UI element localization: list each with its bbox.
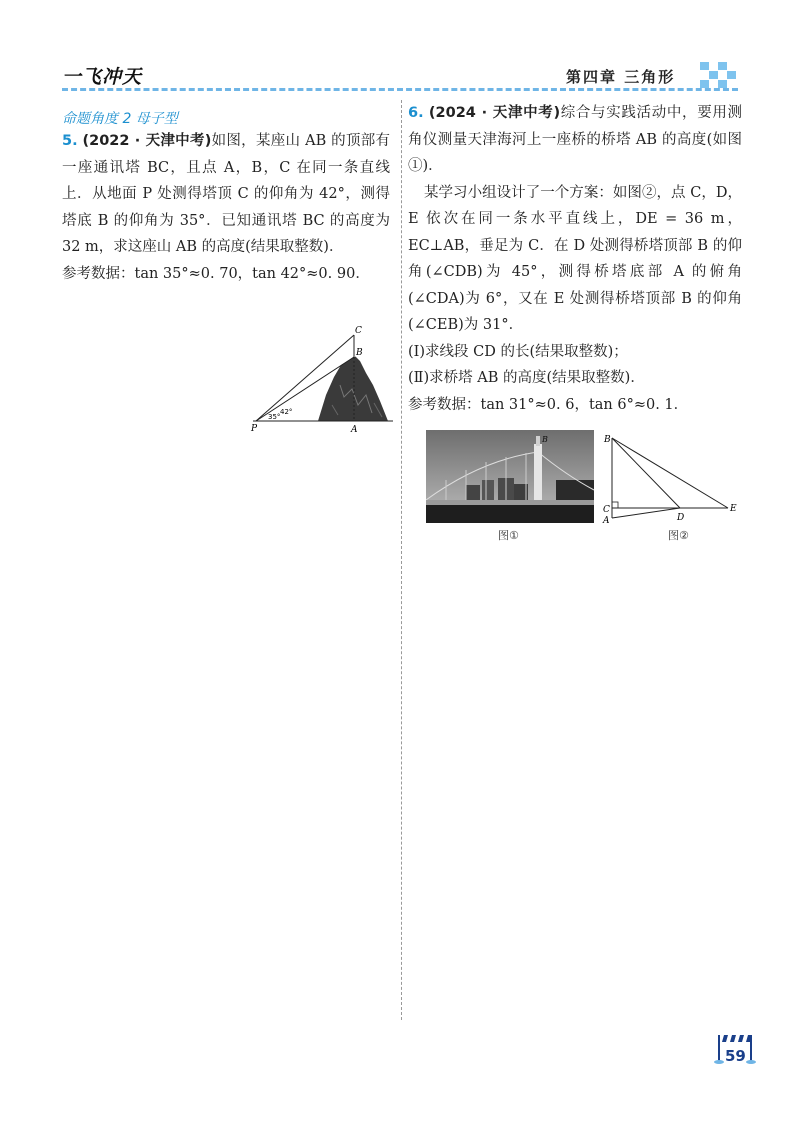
checker-decoration	[700, 62, 736, 88]
angle-42-label: 42°	[280, 408, 293, 416]
geo-label-e: E	[730, 504, 737, 514]
page-number: 59	[725, 1047, 746, 1065]
question-5-source: (2022 · 天津中考)	[82, 133, 212, 149]
label-a: A	[351, 425, 358, 435]
question-5	[62, 128, 390, 287]
question-6-number: 6.	[408, 105, 424, 121]
question-6-part2: (Ⅱ)求桥塔 AB 的高度(结果取整数)．	[408, 370, 645, 386]
bridge-photo	[426, 430, 594, 523]
label-c: C	[355, 326, 362, 336]
label-b: B	[356, 348, 363, 358]
question-5-body: 如图，某座山 AB 的顶部有一座通讯塔 BC，且点 A，B，C 在同一条直线上．从地面 P 处测得塔顶 C 的仰角为 42°，测得塔底 B 的仰角为 35°．已知通讯塔 BC 的高度为 32 m，求这座山 AB 的高度(结果取整数)．	[62, 133, 390, 255]
question-5-ref: 参考数据：tan 35°≈0. 70，tan 42°≈0. 90．	[62, 265, 370, 282]
question-6-intro-text: 综合与实践活动中，要用测角仪测量天津海河上一座桥的桥塔 AB 的高度(如图①)．	[408, 105, 743, 174]
question-6-part1: (Ⅰ)求线段 CD 的长(结果取整数)；	[408, 343, 628, 360]
brand-logo: 一飞冲天	[62, 66, 143, 88]
question-6-plan: 某学习小组设计了一个方案：如图②，点 C，D，E 依次在同一条水平直线上，DE = 36 m，EC⊥AB，垂足为 C．在 D 处测得桥塔顶部 B 的仰角(∠CDB)为 45°，测得桥塔底部 A 的俯角(∠CDA)为 6°，又在 E 处测得桥塔顶部 B 的仰角(∠CEB)为 31°．	[408, 184, 742, 333]
question-6-ref: 参考数据：tan 31°≈0. 6，tan 6°≈0. 1．	[408, 396, 689, 413]
question-6	[408, 100, 742, 418]
geo-label-a: A	[603, 516, 610, 524]
label-p: P	[251, 424, 258, 434]
chapter-title: 第四章 三角形	[566, 68, 676, 86]
question-6-intro	[408, 100, 742, 180]
figure-1-caption: 图①	[498, 529, 519, 542]
page-number-badge	[712, 1035, 758, 1065]
section-title: 命题角度 2 母子型	[62, 111, 178, 127]
geo-label-d: D	[677, 513, 685, 523]
header-divider	[62, 88, 738, 91]
photo-label-b: B	[542, 435, 548, 444]
bridge-tower	[534, 444, 542, 504]
angle-35-label: 35°	[268, 413, 281, 421]
geo-label-c: C	[603, 505, 610, 515]
question-6-source: (2024 · 天津中考)	[428, 105, 561, 121]
question-5-text	[62, 128, 390, 261]
question-5-number: 5.	[62, 133, 78, 149]
geometry-figure	[600, 432, 745, 524]
mountain-figure	[248, 325, 398, 435]
right-angle-mark	[612, 502, 618, 508]
column-divider	[401, 100, 402, 1020]
segment-ad	[612, 508, 680, 518]
geo-label-b: B	[604, 435, 611, 445]
figure-2-caption: 图②	[668, 529, 689, 542]
mountain-shape	[318, 356, 388, 421]
